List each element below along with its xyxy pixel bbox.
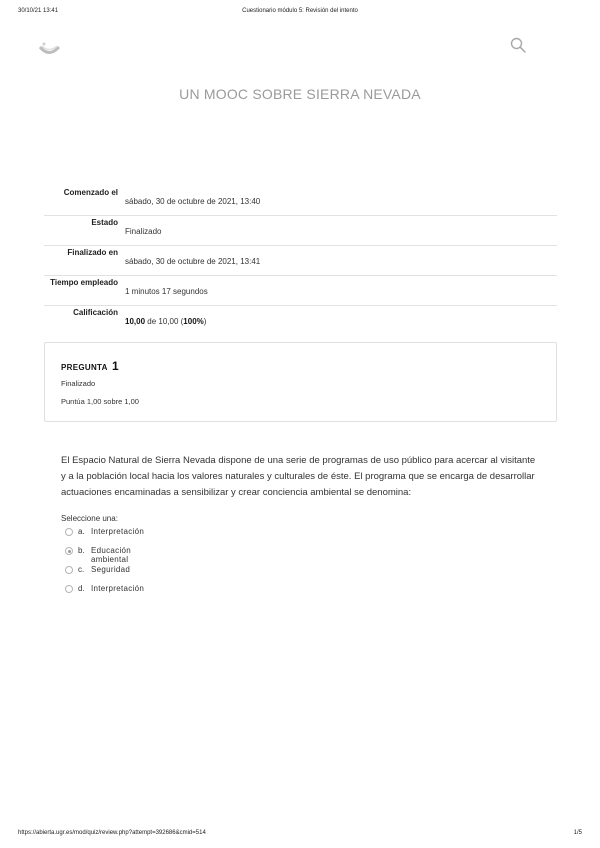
answer-letter: c.	[78, 565, 85, 574]
summary-label: Finalizado en	[67, 248, 118, 257]
summary-row-grade	[44, 305, 557, 335]
print-page-number: 1/5	[573, 830, 582, 836]
answer-letter: a.	[78, 527, 85, 536]
radio-button[interactable]	[65, 528, 73, 536]
grade-close: )	[203, 317, 207, 326]
search-icon[interactable]	[510, 37, 526, 53]
answer-letter: d.	[78, 584, 85, 593]
print-document-title: Cuestionario módulo 5: Revisión del intento	[242, 8, 358, 14]
grade-out-of: de 10,00 (	[147, 317, 184, 326]
radio-button[interactable]	[65, 566, 73, 574]
question-label: PREGUNTA	[61, 363, 108, 372]
summary-value: Finalizado	[125, 227, 162, 236]
print-url: https://abierta.ugr.es/mod/quiz/review.php?attempt=392686&cmid=514	[18, 830, 206, 836]
summary-label: Calificación	[73, 308, 118, 317]
question-state: Finalizado	[61, 379, 96, 388]
print-datetime: 30/10/21 13:41	[18, 8, 59, 14]
summary-row-time-taken	[44, 275, 557, 305]
question-number: 1	[111, 359, 119, 373]
question-text: El Espacio Natural de Sierra Nevada dispone de una serie de programas de uso público para acercar al visitante y a la población local hacia los valores naturales y culturales de éste. El programa que se encarga de desarrollar actuaciones encaminadas a sensibilizar y crear conciencia ambiental se denomina:	[61, 455, 536, 498]
answer-letter: b.	[78, 546, 85, 555]
summary-label: Tiempo empleado	[50, 278, 118, 287]
question-heading	[61, 359, 119, 373]
attempt-summary-table	[44, 186, 557, 335]
grade-value	[125, 317, 206, 326]
grade-score: 10,00	[125, 317, 146, 326]
question-grade: Puntúa 1,00 sobre 1,00	[61, 397, 139, 406]
summary-label: Comenzado el	[63, 188, 118, 197]
summary-row-finished	[44, 245, 557, 275]
summary-row-started	[44, 186, 557, 215]
summary-label: Estado	[91, 218, 118, 227]
ugr-logo-icon[interactable]	[36, 38, 62, 58]
question-info-box	[44, 342, 557, 422]
summary-value: 1 minutos 17 segundos	[125, 287, 208, 296]
grade-percent: 100%	[183, 317, 204, 326]
answer-text: Interpretación	[91, 527, 145, 536]
answer-prompt: Seleccione una:	[61, 514, 118, 523]
radio-button-selected[interactable]	[65, 547, 73, 555]
summary-value: sábado, 30 de octubre de 2021, 13:41	[125, 257, 261, 266]
summary-row-state	[44, 215, 557, 245]
summary-value: sábado, 30 de octubre de 2021, 13:40	[125, 197, 261, 206]
radio-button[interactable]	[65, 585, 73, 593]
answer-text: Educación ambiental	[91, 546, 132, 564]
answer-text: Interpretación	[91, 584, 145, 593]
site-title[interactable]: UN MOOC SOBRE SIERRA NEVADA	[179, 86, 421, 102]
answer-text: Seguridad	[91, 565, 131, 574]
